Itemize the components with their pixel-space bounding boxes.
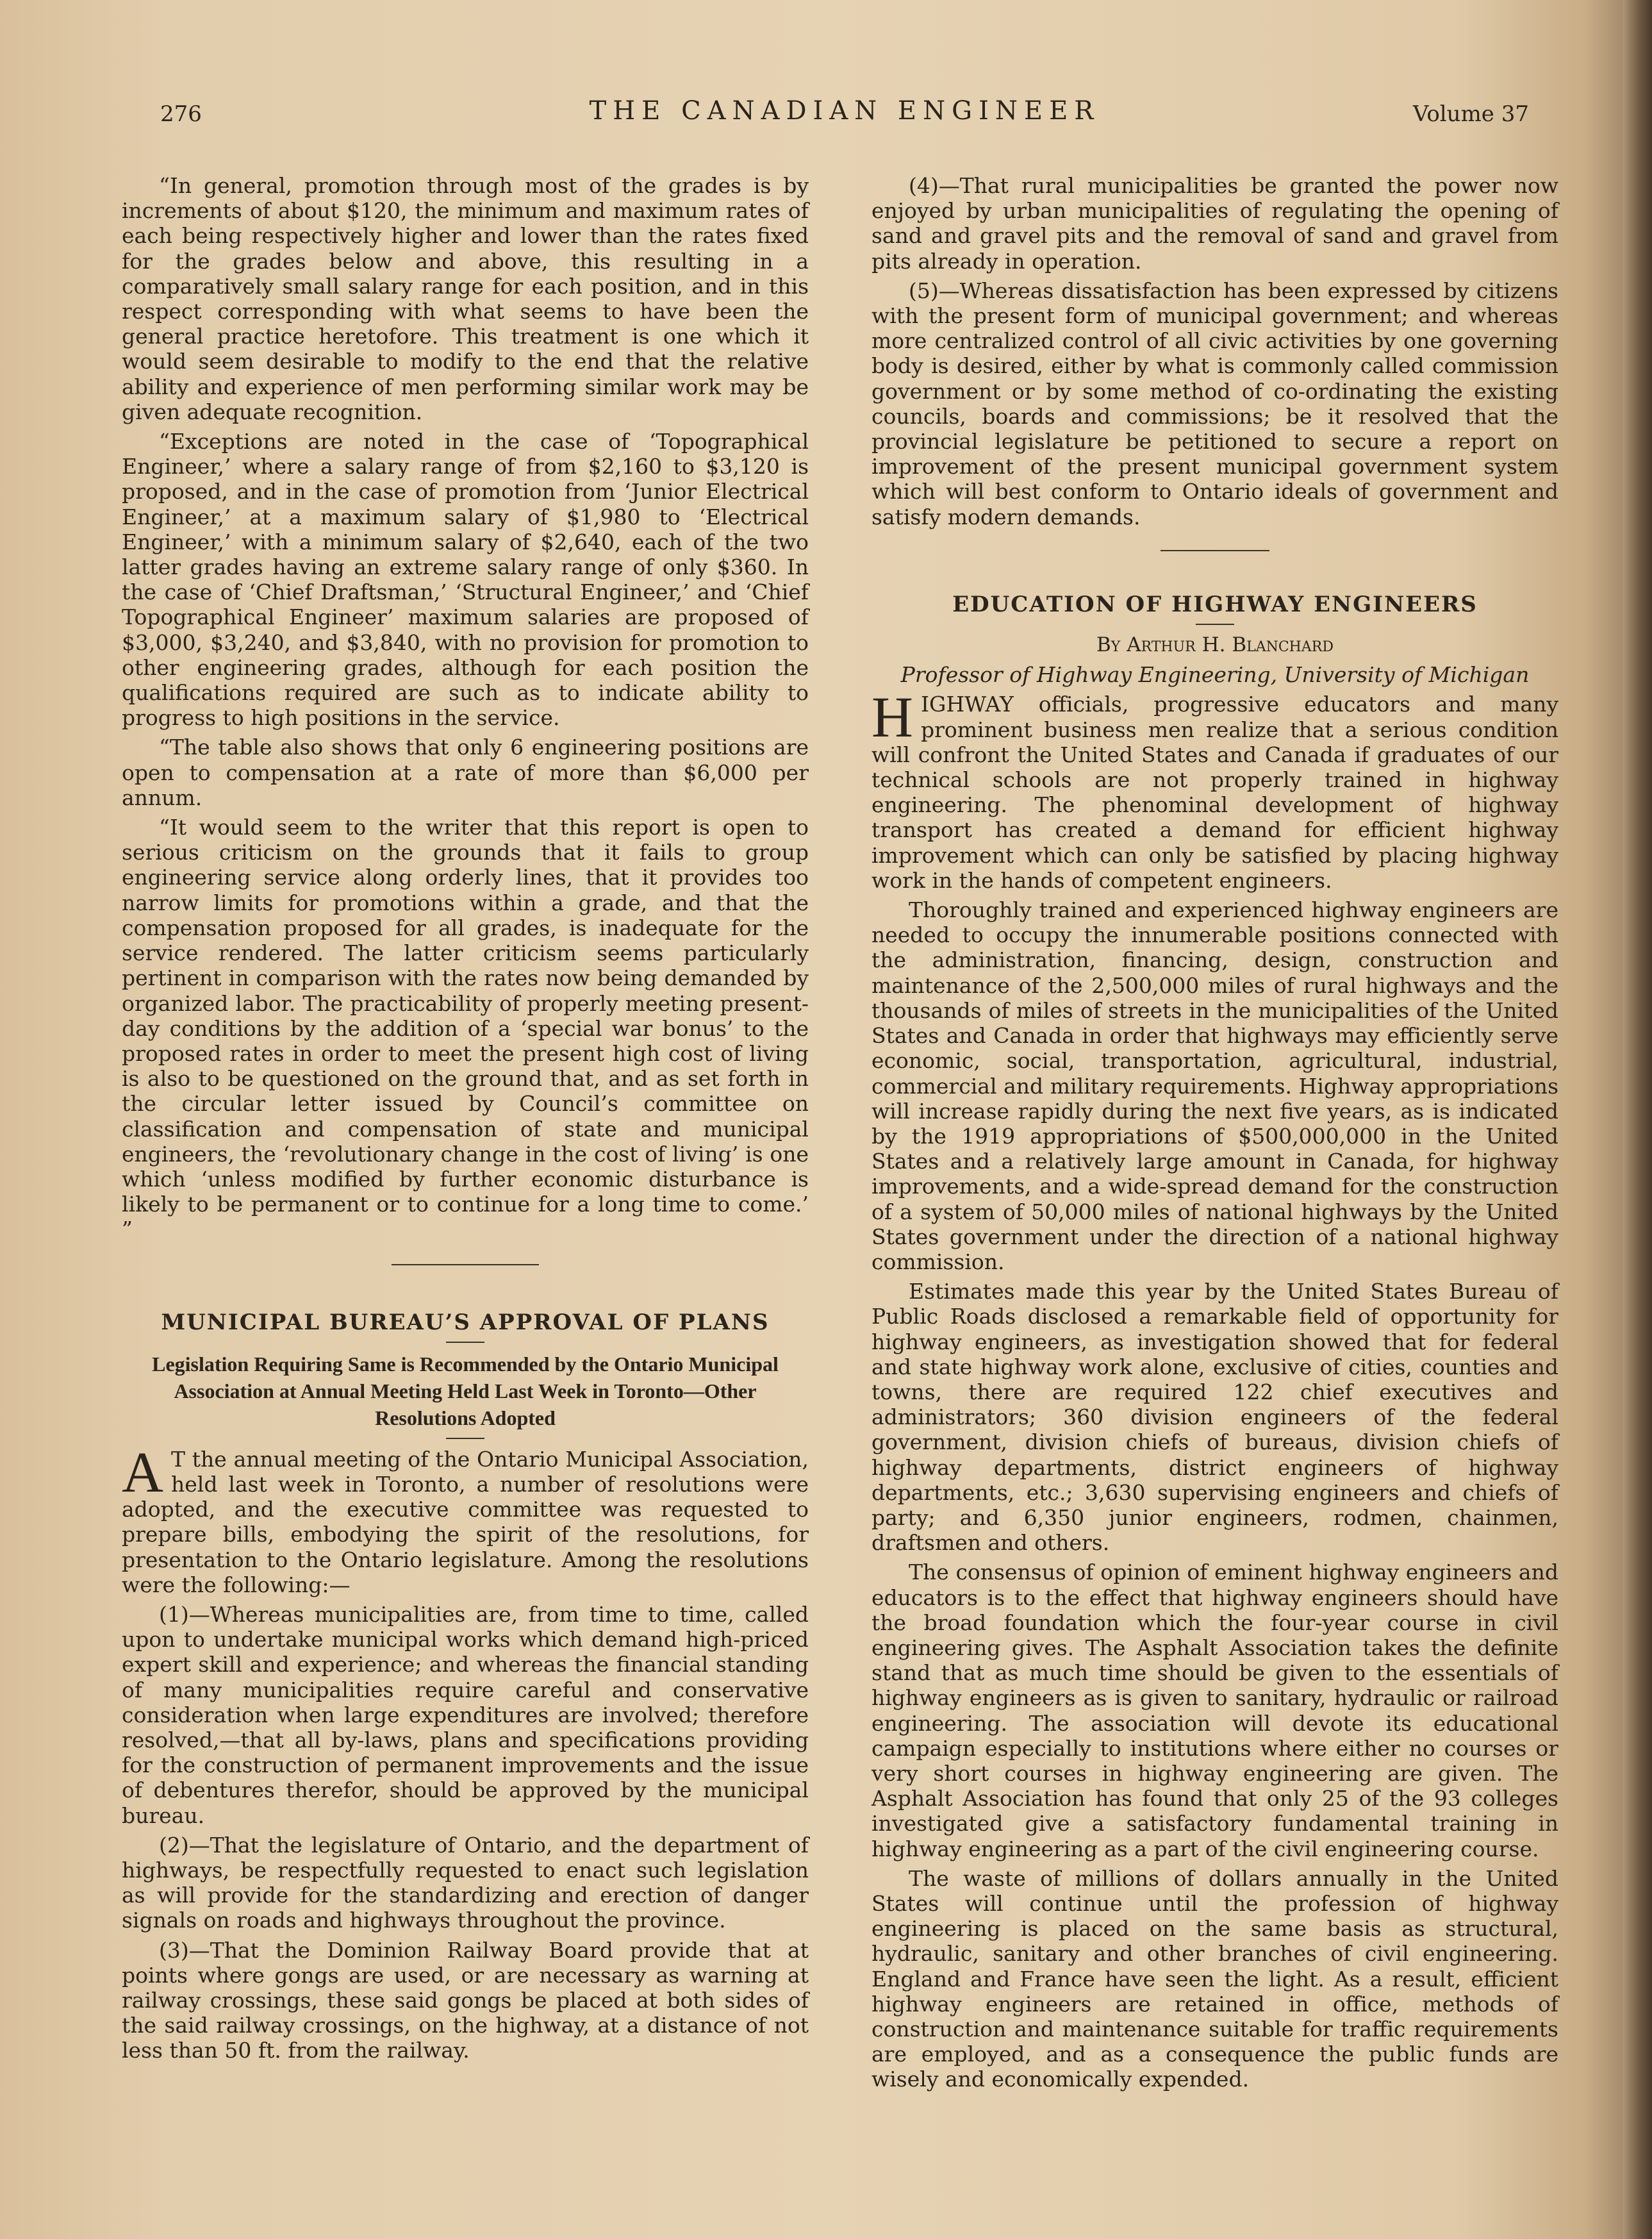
- journal-title: THE CANADIAN ENGINEER: [589, 96, 1100, 126]
- paragraph: “The table also shows that only 6 engineering positions are open to compensation at a rate of more than $6,000 per annum.: [122, 735, 809, 810]
- section-divider: [1161, 550, 1269, 551]
- paragraph: Thoroughly trained and experienced highway engineers are needed to occupy the innumerable positions connected with the administration, financing, design, construction and maintenance of the 2,500,000 miles of rural highways and the thousands of miles of streets in the municipalities of the United States and Canada in order that highways may efficiently serve economic, social, transportation, agricultural, industrial, commercial and military requirements. Highway appropriations will increase rapidly during the next five years, as is indicated by the 1919 appropriations of $500,000,000 in the United States and a relatively large amount in Canada, for highway improvements, and a wide-spread demand for the construction of a system of 50,000 miles of national highways by the United States government under the direction of a national highway commission.: [871, 897, 1558, 1274]
- lead-text: IGHWAY officials, progressive educators and many prominent business men realize that a serious condition will confront the United States and Canada if graduates of our technical schools are not properly trained in highway engineering. The phenominal development of highway transport has created a demand for efficient highway improvement which can only be satisfied by placing highway work in the hands of competent engineers.: [871, 692, 1558, 893]
- volume-label: Volume 37: [1412, 101, 1529, 127]
- resolution-paragraph: (1)—Whereas municipalities are, from time to time, called upon to undertake municipal works which demand high-priced expert skill and experience; and whereas the financial standing of many municipalities require careful and conservative consideration when large expenditures are involved; therefore resolved,—that all by-laws, plans and specifications providing for the construction of permanent improvements and the issue of debentures therefor, should be approved by the municipal bureau.: [122, 1601, 809, 1828]
- drop-cap: A: [122, 1440, 163, 1504]
- left-column: [122, 173, 809, 2068]
- paragraph: Estimates made this year by the United States Bureau of Public Roads disclosed a remarkable field of opportunity for highway engineers, as investigation showed that for federal and state highway work alone, exclusive of cities, counties and towns, there are required 122 chief executives and administrators; 360 division engineers of the federal government, division chiefs of bureaus, division chiefs of highway departments, district engineers of highway departments, etc.; 3,630 supervising engineers and chiefs of party; and 6,350 junior engineers, rodmen, chainmen, draftsmen and others.: [871, 1279, 1558, 1556]
- article-lead: [122, 1440, 809, 1597]
- drop-cap: H: [871, 686, 913, 750]
- lead-text: T the annual meeting of the Ontario Municipal Association, held last week in Toronto, a number of resolutions were adopted, and the executive committee was requested to prepare bills, embodying the spirit of the resolutions, for presentation to the Ontario legislature. Among the resolutions were the following:—: [122, 1446, 809, 1597]
- article-subhead: Legislation Requiring Same is Recommended by the Ontario Municipal Association at Annual Meeting Held Last Week in Toronto—Other Resolutions Adopted: [152, 1352, 779, 1429]
- page-number: 276: [160, 101, 202, 127]
- paragraph: “It would seem to the writer that this report is open to serious criticism on the grounds that it fails to group engineering service along orderly lines, that it provides too narrow limits for promotions within a grade, and that the compensation proposed for all grades, is inadequate for the service rendered. The latter criticism seems particularly pertinent in comparison with the rates now being demanded by organized labor. The practicability of properly meeting present-day conditions by the addition of a ‘special war bonus’ to the proposed rates in order to meet the present high cost of living is also to be questioned on the ground that, and as set forth in the circular letter issued by Council’s committee on classification and compensation of state and municipal engineers, the ‘revolutionary change in the cost of living’ is one which ‘unless modified by further economic disturbance is likely to be permanent or to continue for a long time to come.’ ”: [122, 815, 809, 1242]
- right-column: [871, 173, 1558, 2097]
- page-edge-shadow: [1623, 0, 1652, 2239]
- article-lead: [871, 686, 1558, 893]
- resolution-paragraph: (4)—That rural municipalities be granted the power now enjoyed by urban municipalities of regulating the opening of sand and gravel pits and the removal of sand and gravel from pits already in operation.: [871, 173, 1558, 274]
- article-headline: MUNICIPAL BUREAU’S APPROVAL OF PLANS: [161, 1309, 770, 1335]
- section-divider: [392, 1264, 539, 1265]
- paragraph: The consensus of opinion of eminent highway engineers and educators is to the effect that highway engineers should have the broad foundation which the four-year course in civil engineering gives. The Asphalt Association takes the definite stand that as much time should be given to the essentials of highway engineers as is given to sanitary, hydraulic or railroad engineering. The association will devote its educational campaign especially to institutions where either no courses or very short courses in highway engineering are given. The Asphalt Association has found that only 25 of the 93 colleges investigated give a satisfactory fundamental training in highway engineering as a part of the civil engineering course.: [871, 1560, 1558, 1861]
- author-affiliation: Professor of Highway Engineering, University of Michigan: [900, 662, 1530, 688]
- paragraph: “Exceptions are noted in the case of ‘Topographical Engineer,’ where a salary range of from $2,160 to $3,120 is proposed, and in the case of promotion from ‘Junior Electrical Engineer,’ at a maximum salary of $1,980 to ‘Electrical Engineer,’ with a minimum salary of $2,640, each of the two latter grades having an extreme salary range of only $360. In the case of ‘Chief Draftsman,’ ‘Structural Engineer,’ and ‘Chief Topographical Engineer’ maximum salaries are proposed of $3,000, $3,240, and $3,840, with no provision for promotion to other engineering grades, although for each position the qualifications required are such as to indicate ability to progress to high positions in the service.: [122, 429, 809, 731]
- page-header: [160, 96, 1529, 141]
- paragraph: The waste of millions of dollars annually in the United States will continue until the profession of highway engineering is placed on the same basis as structural, hydraulic, sanitary and other branches of civil engineering. England and France have seen the light. As a result, efficient highway engineers are retained in office, methods of construction and maintenance suitable for traffic requirements are employed, and as a consequence the public funds are wisely and economically expended.: [871, 1865, 1558, 2092]
- byline: By Arthur H. Blanchard: [1096, 633, 1334, 657]
- headline-rule: [446, 1342, 484, 1343]
- headline-rule: [1196, 624, 1234, 625]
- article-headline: EDUCATION OF HIGHWAY ENGINEERS: [952, 591, 1478, 617]
- resolution-paragraph: (2)—That the legislature of Ontario, and the department of highways, be respectfully requested to enact such legislation as will provide for the standardizing and erection of danger signals on roads and highways throughout the province.: [122, 1832, 809, 1933]
- paragraph: “In general, promotion through most of the grades is by increments of about $120, the minimum and maximum rates of each being respectively higher and lower than the rates fixed for the grades below and above, this resulting in a comparatively small salary range for each position, and in this respect corresponding with what seems to have been the general practice heretofore. This treatment is one which it would seem desirable to modify to the end that the relative ability and experience of men performing similar work may be given adequate recognition.: [122, 173, 809, 424]
- resolution-paragraph: (3)—That the Dominion Railway Board provide that at points where gongs are used, or are necessary as warning at railway crossings, these said gongs be placed at both sides of the said railway crossings, on the highway, at a distance of not less than 50 ft. from the railway.: [122, 1937, 809, 2063]
- resolution-paragraph: (5)—Whereas dissatisfaction has been expressed by citizens with the present form of municipal government; and whereas more centralized control of all civic activities by one governing body is desired, either by what is commonly called commission government or by some method of co-ordinating the existing councils, boards and commissions; be it resolved that the provincial legislature be petitioned to secure a report on improvement of the present municipal government system which will best conform to Ontario ideals of government and satisfy modern demands.: [871, 278, 1558, 529]
- subhead-rule: [446, 1438, 484, 1439]
